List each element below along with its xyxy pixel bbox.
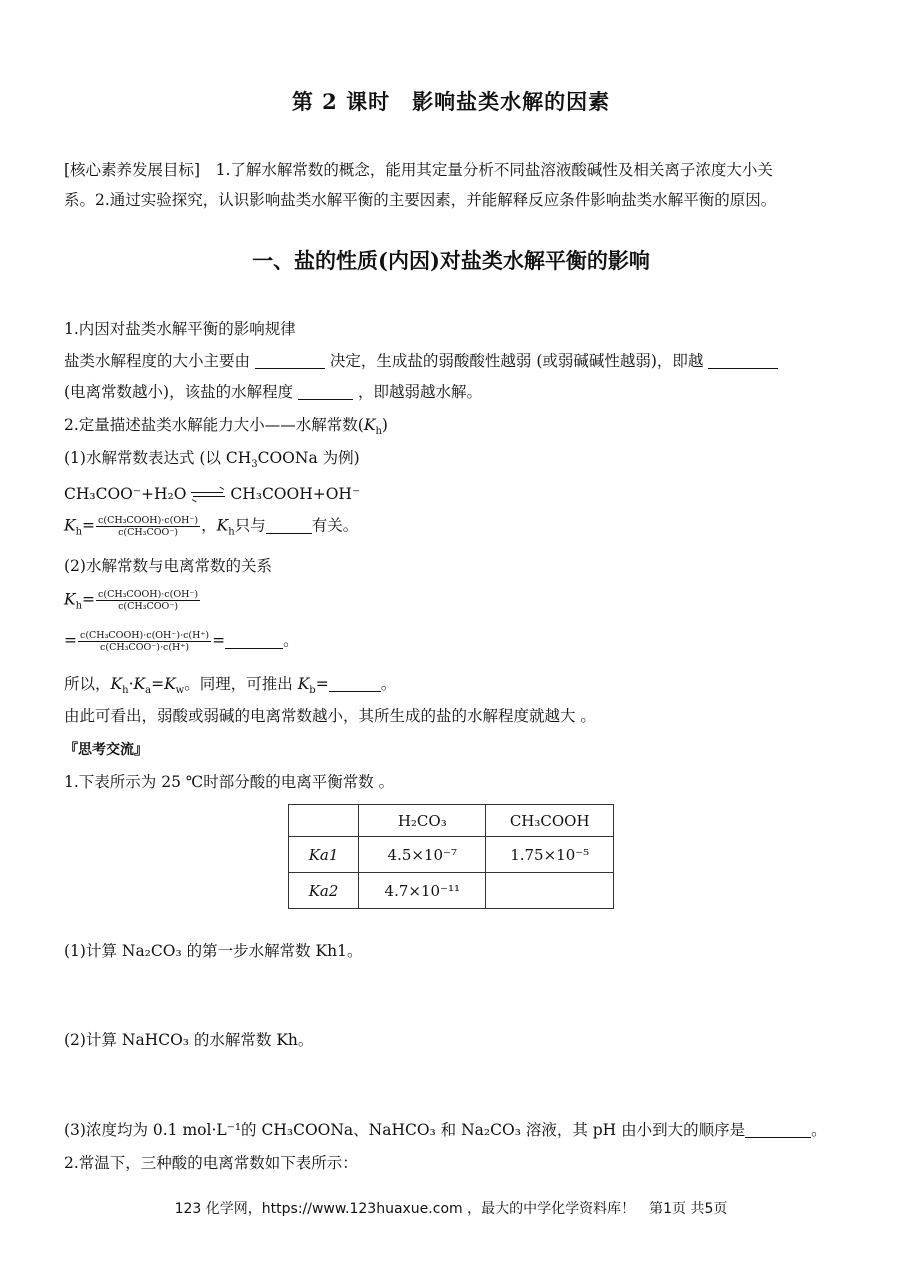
blank-7[interactable] — [745, 1121, 811, 1138]
blank-1[interactable] — [255, 352, 325, 369]
p1-text-a: 盐类水解程度的大小主要由 — [64, 352, 251, 370]
so-c: 。 — [380, 675, 397, 693]
equation-right: CH₃COOH+OH⁻ — [230, 485, 361, 503]
table-row — [289, 873, 614, 909]
kh-den-1: c(CH₃COO⁻) — [118, 527, 179, 538]
blank-6[interactable] — [329, 675, 381, 692]
q1-3-line — [64, 1120, 827, 1140]
q2-line: 2.常温下，三种酸的电离常数如下表所示： — [64, 1154, 358, 1172]
kh-den-3: c(CH₃COO⁻)·c(H⁺) — [100, 642, 190, 653]
so-line: 所以，$K_h\cdot K_a=K_w$。同理，可推出 $K_b=$ 。 — [64, 675, 397, 697]
page-footer: 123 化学网，https://www.123huaxue.com ，最大的中学化学资料库！ 第1页 共5页 — [174, 1201, 728, 1217]
table-cell — [486, 873, 614, 909]
p3-end: COONa 为例) — [257, 449, 360, 467]
think-heading: 『思考交流』 — [64, 742, 148, 758]
table-header-empty — [289, 805, 359, 837]
kh-tail-c: 有关。 — [311, 516, 359, 535]
table-row — [289, 837, 614, 873]
p3-sub: 3 — [251, 459, 258, 471]
kh-num-2: c(CH₃COOH)·c(OH⁻) — [98, 589, 199, 600]
p1-line-1 — [64, 351, 778, 371]
blank-5[interactable] — [225, 632, 283, 649]
table-header-h2co3: H₂CO₃ — [359, 805, 486, 837]
kh-tail-a: ， — [201, 516, 217, 535]
kh-symbol: K — [363, 416, 376, 434]
p1-text-d: ，即越弱越水解。 — [357, 383, 482, 401]
p2-title — [64, 415, 388, 442]
rel-end: 。 — [283, 631, 299, 650]
table-header-ch3cooh: CH₃COOH — [486, 805, 614, 837]
kh-fraction-2 — [96, 589, 200, 612]
kh-sub: h — [375, 426, 382, 438]
table-cell: 4.7×10⁻¹¹ — [359, 873, 486, 909]
kh-tail-b: 只与 — [234, 516, 266, 535]
p2-end: ) — [381, 416, 388, 434]
p3-text: (1)水解常数表达式 (以 CH — [64, 449, 252, 467]
kh-expression-1: $K_h=$ $\frac{\text{c(CH₃COOH)·c(OH⁻)}}{\text{c(CH₃COO⁻)}}$ ，$K_h$只与 有关。 — [64, 515, 359, 538]
kh-fraction-1 — [96, 515, 200, 538]
q1-2-line: (2)计算 NaHCO₃ 的水解常数 Kh。 — [64, 1031, 314, 1049]
q1-3-text: (3)浓度均为 0.1 mol·L⁻¹的 CH₃COONa、NaHCO₃ 和 Na₂CO₃ 溶液，其 pH 由小到大的顺序是 — [64, 1121, 746, 1139]
section-heading: 一、盐的性质(内因)对盐类水解平衡的影响 — [252, 248, 650, 273]
q1-3-end: 。 — [811, 1121, 827, 1139]
p4-line: (2)水解常数与电离常数的关系 — [64, 557, 272, 575]
goals-line-1: [核心素养发展目标] 1.了解水解常数的概念，能用其定量分析不同盐溶液酸碱性及相关离子浓度大小关 — [64, 161, 773, 179]
so-b: 同理，可推出 — [199, 675, 293, 693]
ionization-table — [288, 804, 614, 909]
blank-3[interactable] — [298, 383, 353, 400]
equation-line — [64, 484, 360, 504]
table-cell: 1.75×10⁻⁵ — [486, 837, 614, 873]
kh-fraction-3 — [78, 630, 211, 653]
kh-expression-2: $K_h=$ $\frac{\text{c(CH₃COOH)·c(OH⁻)}}{\text{c(CH₃COO⁻)}}$ — [64, 589, 199, 612]
table-cell: 4.5×10⁻⁷ — [359, 837, 486, 873]
conclusion-line: 由此可看出，弱酸或弱碱的电离常数越小，其所生成的盐的水解程度就越大 。 — [64, 707, 596, 725]
p1-text-b: 决定，生成盐的弱酸酸性越弱 (或弱碱碱性越弱)，即越 — [329, 352, 704, 370]
p2-text: 2.定量描述盐类水解能力大小——水解常数( — [64, 416, 364, 434]
p1-text-c: (电离常数越小)，该盐的水解程度 — [64, 383, 294, 401]
p1-title: 1.内因对盐类水解平衡的影响规律 — [64, 320, 296, 338]
kh-expression-3: = $\frac{\text{c(CH₃COOH)·c(OH⁻)·c(H⁺)}}{\text{c(CH₃COO⁻)·c(H⁺)}}$ = 。 — [64, 630, 299, 653]
goals-line-2: 系。2.通过实验探究，认识影响盐类水解平衡的主要因素，并能解释反应条件影响盐类水解平衡的原因。 — [64, 191, 777, 209]
so-a: 所以， — [64, 675, 111, 693]
q1-1-line: (1)计算 Na₂CO₃ 的第一步水解常数 Kh1。 — [64, 942, 363, 960]
kh-num-1: c(CH₃COOH)·c(OH⁻) — [98, 515, 199, 526]
page-title: 第 2 课时 影响盐类水解的因素 — [291, 89, 611, 114]
table-row-label: Ka1 — [289, 837, 359, 873]
equilibrium-arrow-icon — [191, 488, 225, 502]
p3-line — [64, 448, 360, 475]
kh-num-3: c(CH₃COOH)·c(OH⁻)·c(H⁺) — [80, 630, 210, 641]
p1-line-2 — [64, 382, 482, 402]
kh-den-2: c(CH₃COO⁻) — [118, 601, 179, 612]
table-row-label: Ka2 — [289, 873, 359, 909]
blank-2[interactable] — [708, 352, 778, 369]
q1-line: 1.下表所示为 25 ℃时部分酸的电离平衡常数 。 — [64, 773, 395, 791]
blank-4[interactable] — [266, 517, 312, 534]
equation-left: CH₃COO⁻+H₂O — [64, 485, 187, 503]
